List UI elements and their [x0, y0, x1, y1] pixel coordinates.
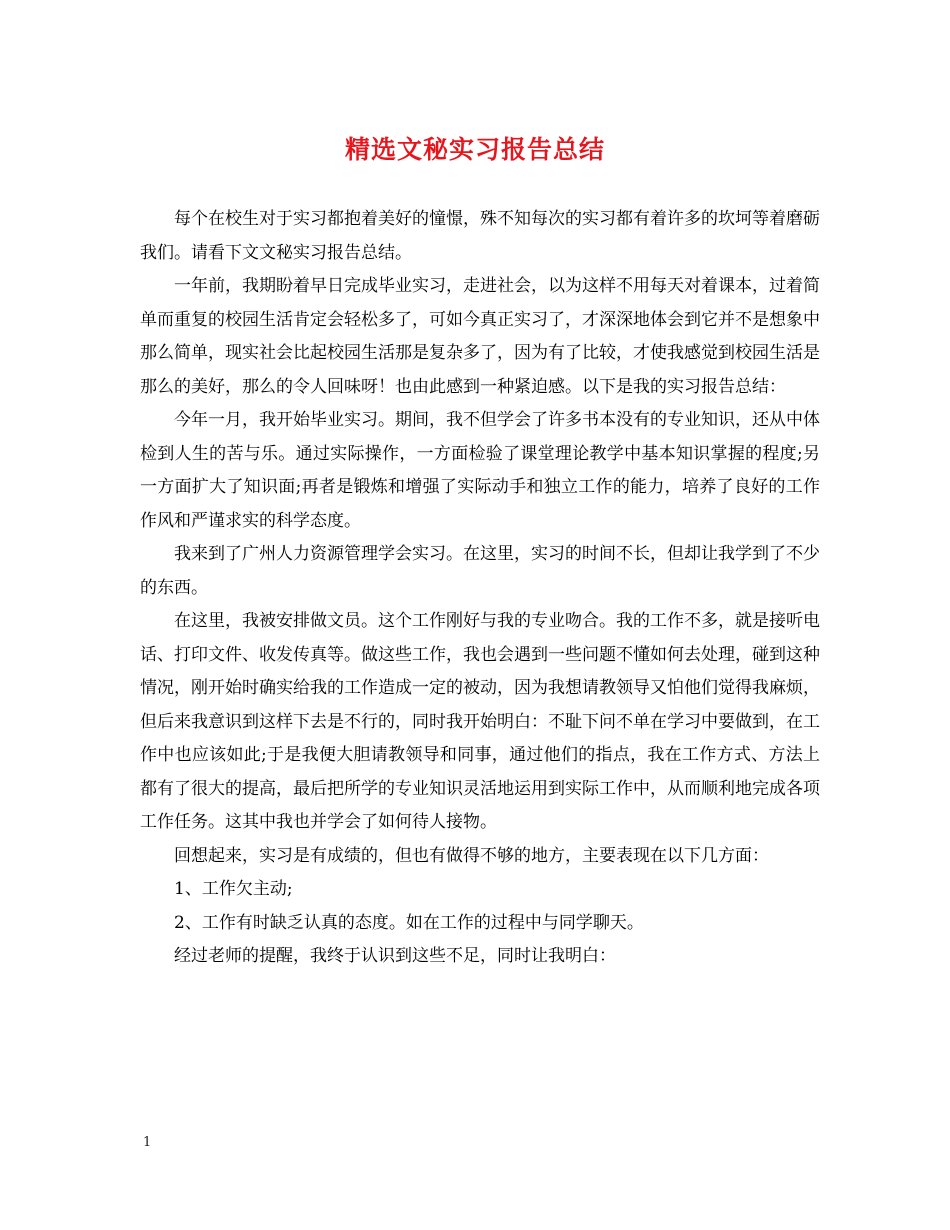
document-title: 精选文秘实习报告总结 — [344, 135, 605, 164]
paragraph: 每个在校生对于实习都抱着美好的憧憬，殊不知每次的实习都有着许多的坎坷等着磨砺我们。请看下文文秘实习报告总结。 — [140, 209, 820, 263]
list-item: 2、工作有时缺乏认真的态度。如在工作的过程中与同学聊天。 — [174, 912, 644, 933]
paragraph: 我来到了广州人力资源管理学会实习。在这里，实习的时间不长，但却让我学到了不少的东西。 — [140, 544, 820, 598]
paragraph: 一年前，我期盼着早日完成毕业实习，走进社会，以为这样不用每天对着课本，过着简单而重复的校园生活肯定会轻松多了，可如今真正实习了，才深深地体会到它并不是想象中那么简单，现实社会比起校园生活那是复杂多了，因为有了比较，才使我感觉到校园生活是那么的美好，那么的令人回味呀！也由此感到一种紧迫感。以下是我的实习报告总结： — [140, 276, 820, 397]
paragraph: 今年一月，我开始毕业实习。期间，我不但学会了许多书本没有的专业知识，还从中体检到人生的苦与乐。通过实际操作，一方面检验了课堂理论教学中基本知识掌握的程度;另一方面扩大了知识面;再者是锻炼和增强了实际动手和独立工作的能力，培养了良好的工作作风和严谨求实的科学态度。 — [140, 410, 820, 531]
paragraph: 在这里，我被安排做文员。这个工作刚好与我的专业吻合。我的工作不多，就是接听电话、打印文件、收发传真等。做这些工作，我也会遇到一些问题不懂如何去处理，碰到这种情况，刚开始时确实给我的工作造成一定的被动，因为我想请教领导又怕他们觉得我麻烦，但后来我意识到这样下去是不行的，同时我开始明白：不耻下问不单在学习中要做到，在工作中也应该如此;于是我便大胆请教领导和同事，通过他们的指点，我在工作方式、方法上都有了很大的提高，最后把所学的专业知识灵活地运用到实际工作中，从而顺利地完成各项工作任务。这其中我也并学会了如何待人接物。 — [140, 611, 820, 832]
page-number: 1 — [143, 1135, 152, 1150]
document-body — [140, 203, 820, 974]
list-item: 1、工作欠主动; — [174, 879, 293, 899]
paragraph: 经过老师的提醒，我终于认识到这些不足，同时让我明白： — [174, 946, 616, 966]
paragraph: 回想起来，实习是有成绩的，但也有做得不够的地方，主要表现在以下几方面： — [174, 845, 769, 866]
